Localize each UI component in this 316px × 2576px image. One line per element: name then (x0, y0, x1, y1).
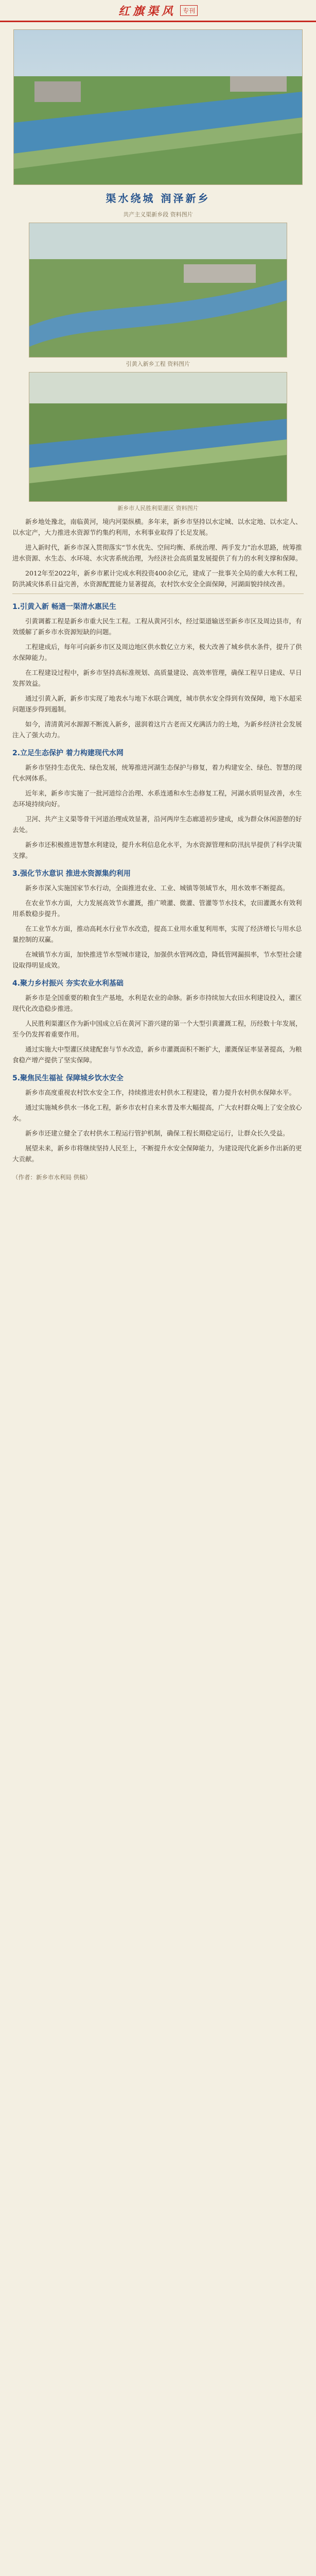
section-heading: 4.聚力乡村振兴 夯实农业水利基础 (12, 979, 124, 988)
photo3-caption: 新乡市人民胜利渠灌区 资料图片 (117, 505, 199, 512)
lead-paragraph: 新乡地处豫北，南临黄河，境内河渠纵横。多年来，新乡市坚持以水定城、以水定地、以水定人、以水定产，大力推进水资源节约集约利用，水利事业取得了长足发展。 (12, 518, 302, 536)
masthead-subtitle: 专刊 (180, 5, 198, 16)
section-paragraph: 如今，清清黄河水源源不断流入新乡，滋润着这片古老而又充满活力的土地，为新乡经济社会发展注入了强大动力。 (12, 720, 302, 739)
section-paragraph: 近年来，新乡市实施了一批河道综合治理、水系连通和水生态修复工程，河湖水质明显改善，水生态环境持续向好。 (12, 789, 302, 808)
footer-note: （作者：新乡市水利局 供稿） (12, 1174, 92, 1181)
photo-canal-1 (13, 29, 303, 185)
section-paragraph: 在城镇节水方面，加快推进节水型城市建设，加强供水管网改造，降低管网漏损率，节水型社会建设取得明显成效。 (12, 951, 302, 969)
lead-paragraph: 2012年至2022年，新乡市累计完成水利投资400余亿元，建成了一批事关全局的重大水利工程，防洪减灾体系日益完善，水资源配置能力显著提高，农村饮水安全全面保障，河湖面貌持续改善。 (12, 569, 302, 588)
section-paragraph: 新乡市深入实施国家节水行动，全面推进农业、工业、城镇等领域节水，用水效率不断提高。 (25, 884, 289, 892)
section-paragraph: 新乡市高度重视农村饮水安全工作，持续推进农村供水工程建设，着力提升农村供水保障水平。 (25, 1089, 296, 1096)
masthead-logo: 红旗渠风 (118, 4, 176, 18)
section-paragraph: 展望未来，新乡市将继续坚持人民至上，不断提升水安全保障能力，为建设现代化新乡作出新的更大贡献。 (12, 1144, 302, 1163)
section-paragraph: 新乡市坚持生态优先、绿色发展，统筹推进河湖生态保护与修复，着力构建安全、绿色、智慧的现代水网体系。 (12, 764, 302, 782)
water-diversion-image (29, 223, 287, 357)
section-paragraph: 在工业节水方面，推动高耗水行业节水改造，提高工业用水重复利用率，实现了经济增长与用水总量控制的双赢。 (12, 925, 302, 943)
section-paragraph: 新乡市是全国重要的粮食生产基地，水利是农业的命脉。新乡市持续加大农田水利建设投入，灌区现代化改造稳步推进。 (12, 994, 302, 1012)
section-heading: 3.强化节水意识 推进水资源集约利用 (12, 870, 131, 878)
photo-canal-3 (29, 372, 287, 502)
photo1-caption: 共产主义渠新乡段 资料图片 (123, 211, 193, 218)
section-paragraph: 在农业节水方面，大力发展高效节水灌溉，推广喷灌、微灌、管灌等节水技术，农田灌溉水有效利用系数稳步提升。 (12, 899, 302, 918)
section-paragraph: 在工程建设过程中，新乡市坚持高标准规划、高质量建设、高效率管理，确保工程早日建成、早日发挥效益。 (12, 669, 302, 687)
lead-paragraph: 进入新时代，新乡市深入贯彻落实“节水优先、空间均衡、系统治理、两手发力”治水思路，统筹推进水资源、水生态、水环境、水灾害系统治理，为经济社会高质量发展提供了有力的水利支撑和保障。 (12, 544, 302, 562)
irrigation-district-image (29, 372, 287, 501)
section-heading: 1.引黄入新 畅通一渠清水惠民生 (12, 603, 116, 611)
section-heading: 5.聚焦民生福祉 保障城乡饮水安全 (12, 1074, 124, 1082)
section-paragraph: 工程建成后，每年可向新乡市区及周边地区供水数亿立方米，极大改善了城乡供水条件，提升了供水保障能力。 (12, 643, 302, 662)
section-paragraph: 通过实施大中型灌区续建配套与节水改造，新乡市灌溉面积不断扩大，灌溉保证率显著提高，为粮食稳产增产提供了坚实保障。 (12, 1045, 302, 1064)
photo-canal-2 (29, 223, 287, 358)
section-paragraph: 新乡市还建立健全了农村供水工程运行管护机制，确保工程长期稳定运行，让群众长久受益。 (25, 1129, 289, 1137)
section-paragraph: 卫河、共产主义渠等骨干河道治理成效显著，沿河两岸生态廊道初步建成，成为群众休闲游憩的好去处。 (12, 815, 302, 834)
section-paragraph: 引黄调蓄工程是新乡市重大民生工程。工程从黄河引水，经过渠道输送至新乡市区及周边县市，有效缓解了新乡市水资源短缺的问题。 (12, 617, 302, 636)
canal-aerial-image (14, 30, 302, 184)
masthead (0, 0, 316, 22)
section-paragraph: 人民胜利渠灌区作为新中国成立后在黄河下游兴建的第一个大型引黄灌溉工程，历经数十年发展，至今仍发挥着重要作用。 (12, 1020, 302, 1038)
section-heading: 2.立足生态保护 着力构建现代水网 (12, 749, 124, 757)
photo2-caption: 引黄入新乡工程 资料图片 (126, 361, 190, 367)
hero-title: 渠水绕城 润泽新乡 (106, 192, 210, 205)
section-paragraph: 通过引黄入新，新乡市实现了地表水与地下水联合调度，城市供水安全得到有效保障，地下水超采问题逐步得到遏制。 (12, 694, 302, 713)
section-paragraph: 新乡市还积极推进智慧水利建设，提升水利信息化水平，为水资源管理和防汛抗旱提供了科学决策支撑。 (12, 841, 302, 859)
article-body (0, 516, 316, 1182)
section-paragraph: 通过实施城乡供水一体化工程，新乡市农村自来水普及率大幅提高，广大农村群众喝上了安全放心水。 (12, 1104, 302, 1122)
